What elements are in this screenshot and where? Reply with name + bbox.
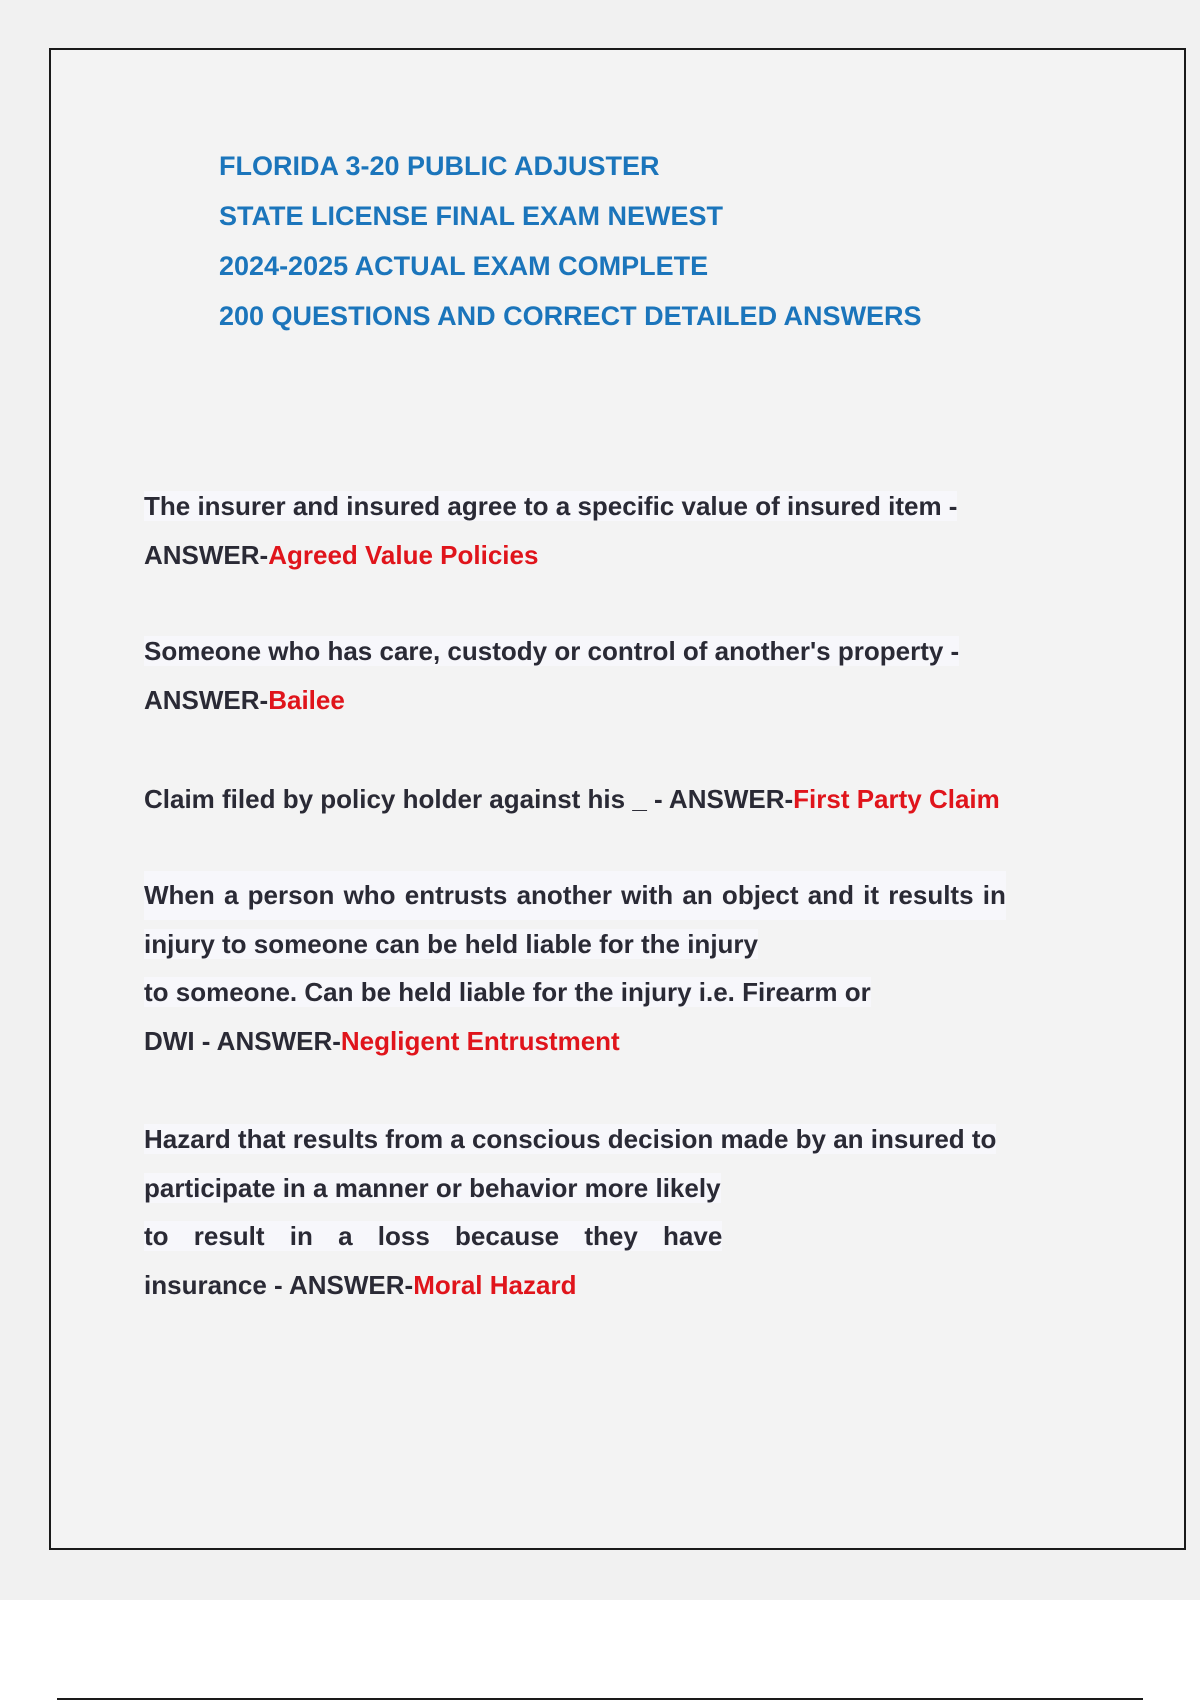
answer-lead: DWI - ANSWER- <box>144 1025 341 1056</box>
answer-lead: ANSWER- <box>144 539 269 570</box>
question-text: Hazard that results from a conscious decision made by an insured to <box>144 1124 997 1154</box>
qa-item <box>144 627 959 724</box>
question-text: When a person who entrusts another with an object and it results in <box>144 871 1006 920</box>
answer-text: Negligent Entrustment <box>340 1025 620 1056</box>
answer-text: Bailee <box>268 684 345 715</box>
question-text: injury to someone can be held liable for the injury <box>144 928 758 959</box>
answer-text: Moral Hazard <box>413 1269 577 1300</box>
qa-item <box>144 871 1006 1065</box>
question-text: to result in a loss because they have <box>144 1221 723 1251</box>
answer-lead: insurance - ANSWER- <box>144 1269 414 1300</box>
question-text: participate in a manner or behavior more likely <box>144 1172 721 1203</box>
qa-item <box>144 482 957 579</box>
answer-text: Agreed Value Policies <box>268 539 539 570</box>
title-line: 200 QUESTIONS AND CORRECT DETAILED ANSWERS <box>219 301 922 331</box>
title-line: STATE LICENSE FINAL EXAM NEWEST <box>219 201 724 231</box>
question-text: to someone. Can be held liable for the injury i.e. Firearm or <box>144 977 871 1007</box>
title-line: 2024-2025 ACTUAL EXAM COMPLETE <box>219 251 709 281</box>
qa-item <box>144 1115 996 1309</box>
qa-item <box>144 775 1000 824</box>
answer-lead: ANSWER- <box>144 684 269 715</box>
answer-text: First Party Claim <box>793 784 1000 814</box>
title-line: FLORIDA 3-20 PUBLIC ADJUSTER <box>219 151 660 181</box>
document-title <box>219 141 922 341</box>
question-text: The insurer and insured agree to a specific value of insured item - <box>144 491 958 521</box>
answer-lead: Claim filed by policy holder against his _ - ANSWER- <box>144 784 794 814</box>
question-text: Someone who has care, custody or control of another's property - <box>144 636 960 666</box>
